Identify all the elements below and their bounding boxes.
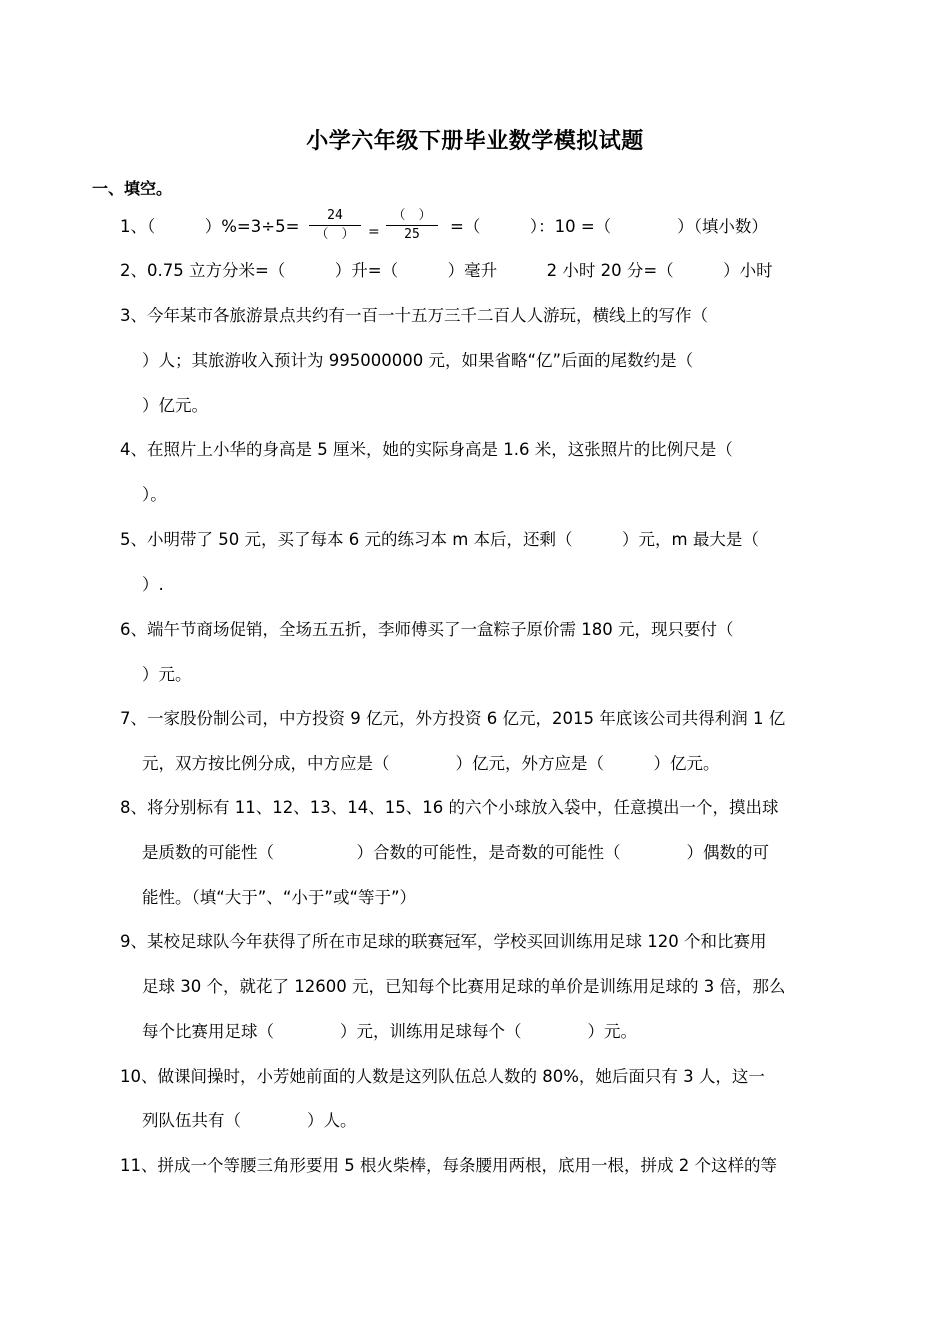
q1-fraction-1-numerator: 24 — [327, 208, 343, 223]
q6-line-1: 6、端午节商场促销，全场五五折，李师傅买了一盒粽子原价需 180 元，现只要付（ — [120, 620, 734, 639]
q1-equals: = — [368, 224, 380, 240]
fraction-bar — [309, 225, 361, 226]
q1-fraction-2 — [386, 208, 438, 243]
page-title: 小学六年级下册毕业数学模拟试题 — [306, 129, 644, 154]
q10-line-2: 列队伍共有（ ）人。 — [142, 1111, 357, 1130]
section-heading-fill-blank: 一、填空。 — [92, 179, 173, 198]
q7-line-1: 7、一家股份制公司，中方投资 9 亿元，外方投资 6 亿元，2015 年底该公司共得利润 1 亿 — [120, 709, 786, 728]
q3-line-1: 3、今年某市各旅游景点共约有一百一十五万三千二百人人游玩，横线上的写作（ — [120, 306, 708, 325]
q2-line: 2、0.75 立方分米=（ ）升=（ ）毫升 2 小时 20 分=（ ）小时 — [120, 261, 773, 280]
q1-part2: =（ ）：10 =（ ）（填小数） — [450, 217, 768, 236]
q1-fraction-1-denominator: （ ） — [315, 227, 355, 242]
q3-line-3: ）亿元。 — [142, 396, 208, 415]
q1-fraction-2-numerator: （ ） — [392, 208, 432, 223]
q7-line-2: 元，双方按比例分成，中方应是（ ）亿元，外方应是（ ）亿元。 — [142, 754, 720, 773]
q9-line-1: 9、某校足球队今年获得了所在市足球的联赛冠军，学校买回训练用足球 120 个和比赛用 — [120, 932, 767, 951]
q5-line-1: 5、小明带了 50 元，买了每本 6 元的练习本 m 本后，还剩（ ）元，m 最大是（ — [120, 530, 759, 549]
q6-line-2: ）元。 — [142, 665, 192, 684]
q1-fraction-2-denominator: 25 — [404, 227, 420, 242]
q3-line-2: ）人；其旅游收入预计为 995000000 元，如果省略“亿”后面的尾数约是（ — [142, 351, 694, 370]
q1-part1: 1、（ ）%=3÷5= — [120, 217, 300, 236]
q10-line-1: 10、做课间操时，小芳她前面的人数是这列队伍总人数的 80%，她后面只有 3 人，这一 — [120, 1067, 765, 1086]
q1-fraction-1 — [309, 208, 361, 243]
q8-line-3: 能性。（填“大于”、“小于”或“等于”） — [142, 888, 417, 907]
q8-line-2: 是质数的可能性（ ）合数的可能性，是奇数的可能性（ ）偶数的可 — [142, 843, 769, 862]
q5-line-2: ）. — [142, 575, 164, 594]
q11-line-1: 11、拼成一个等腰三角形要用 5 根火柴棒，每条腰用两根，底用一根，拼成 2 个这样的等 — [120, 1156, 777, 1175]
fraction-bar — [386, 225, 438, 226]
q8-line-1: 8、将分别标有 11、12、13、14、15、16 的六个小球放入袋中，任意摸出一个，摸出球 — [120, 798, 779, 817]
q9-line-3: 每个比赛用足球（ ）元，训练用足球每个（ ）元。 — [142, 1022, 637, 1041]
q9-line-2: 足球 30 个，就花了 12600 元，已知每个比赛用足球的单价是训练用足球的 3 倍，那么 — [142, 977, 786, 996]
q4-line-1: 4、在照片上小华的身高是 5 厘米，她的实际身高是 1.6 米，这张照片的比例尺是（ — [120, 440, 733, 459]
q4-line-2: ）。 — [142, 485, 167, 504]
